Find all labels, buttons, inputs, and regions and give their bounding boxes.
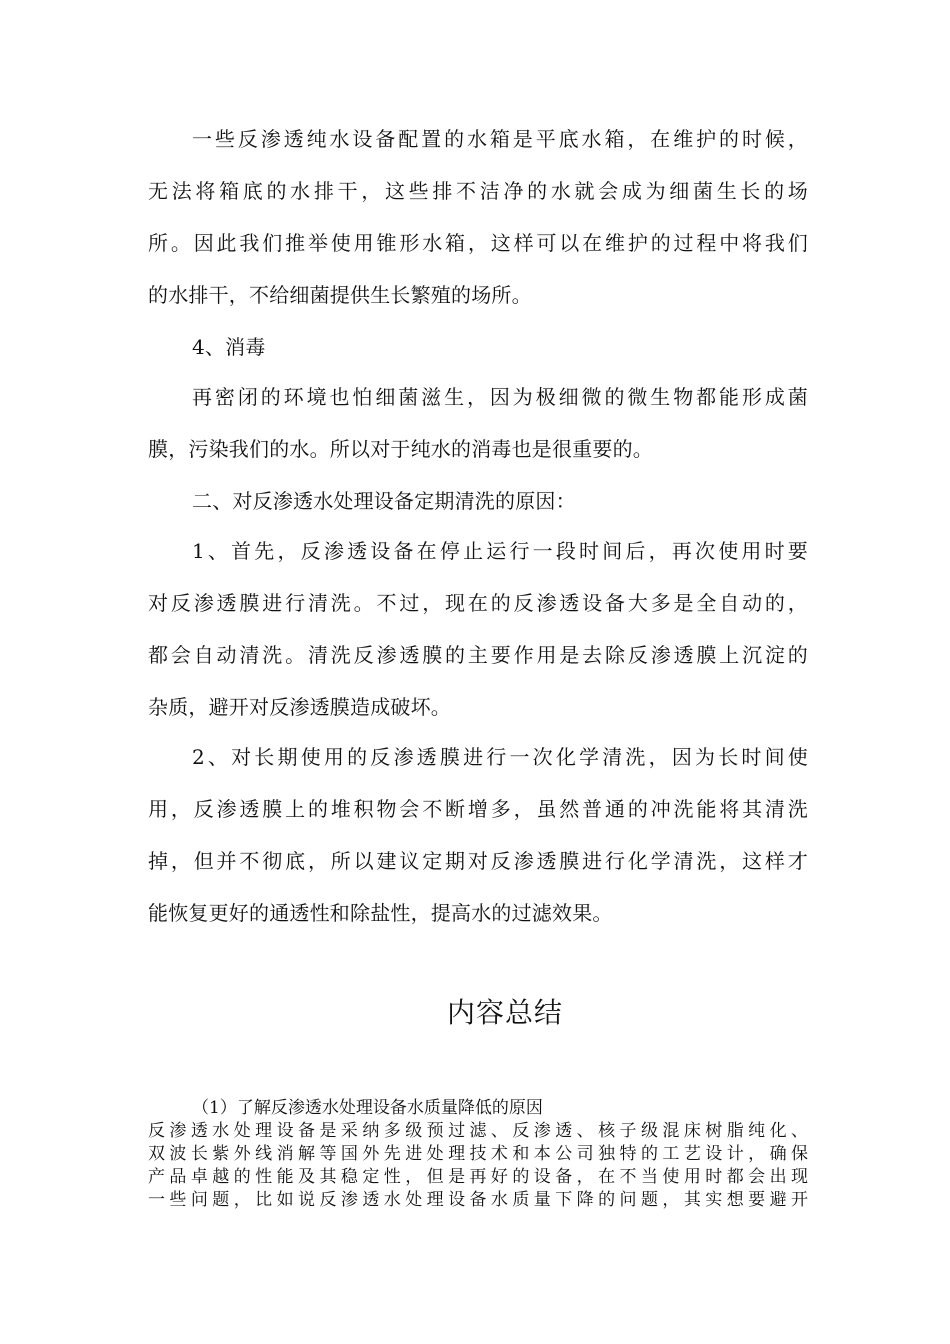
paragraph-line: 杂质，避开对反渗透膜造成破坏。 [148, 695, 451, 719]
paragraph-line: 用，反渗透膜上的堆积物会不断增多，虽然普通的冲洗能将其清洗 [148, 797, 808, 821]
summary-line: 反渗透水处理设备是采纳多级预过滤、反渗透、核子级混床树脂纯化、 [148, 1121, 808, 1141]
paragraph-line: 2、对长期使用的反渗透膜进行一次化学清洗，因为长时间使 [192, 745, 808, 769]
paragraph-line: 膜，污染我们的水。所以对于纯水的消毒也是很重要的。 [148, 437, 653, 461]
section-heading: 4、消毒 [192, 335, 266, 359]
paragraph-line: 1、首先，反渗透设备在停止运行一段时间后，再次使用时要 [192, 539, 808, 563]
summary-line: 一些问题，比如说反渗透水处理设备水质量下降的问题，其实想要避开 [148, 1190, 808, 1210]
paragraph-line: 无法将箱底的水排干，这些排不洁净的水就会成为细菌生长的场 [148, 179, 808, 203]
summary-title: 内容总结 [446, 996, 563, 1029]
paragraph-line: 再密闭的环境也怕细菌滋生，因为极细微的微生物都能形成菌 [192, 385, 808, 409]
paragraph-line: 掉，但并不彻底，所以建议定期对反渗透膜进行化学清洗，这样才 [148, 849, 808, 873]
paragraph-line: 的水排干，不给细菌提供生长繁殖的场所。 [148, 283, 532, 307]
paragraph-line: 都会自动清洗。清洗反渗透膜的主要作用是去除反渗透膜上沉淀的 [148, 643, 808, 667]
paragraph-line: 对反渗透膜进行清洗。不过，现在的反渗透设备大多是全自动的， [148, 591, 808, 615]
summary-line: （1）了解反渗透水处理设备水质量降低的原因 [192, 1098, 543, 1118]
summary-line: 双波长紫外线消解等国外先进处理技术和本公司独特的工艺设计，确保 [148, 1144, 808, 1164]
summary-line: 产品卓越的性能及其稳定性，但是再好的设备，在不当使用时都会出现 [148, 1167, 808, 1187]
paragraph-line: 能恢复更好的通透性和除盐性，提高水的过滤效果。 [148, 901, 613, 925]
paragraph-line: 一些反渗透纯水设备配置的水箱是平底水箱，在维护的时候， [192, 127, 808, 151]
section-heading: 二、对反渗透水处理设备定期清洗的原因： [192, 489, 576, 513]
paragraph-line: 所。因此我们推举使用锥形水箱，这样可以在维护的过程中将我们 [148, 231, 808, 255]
